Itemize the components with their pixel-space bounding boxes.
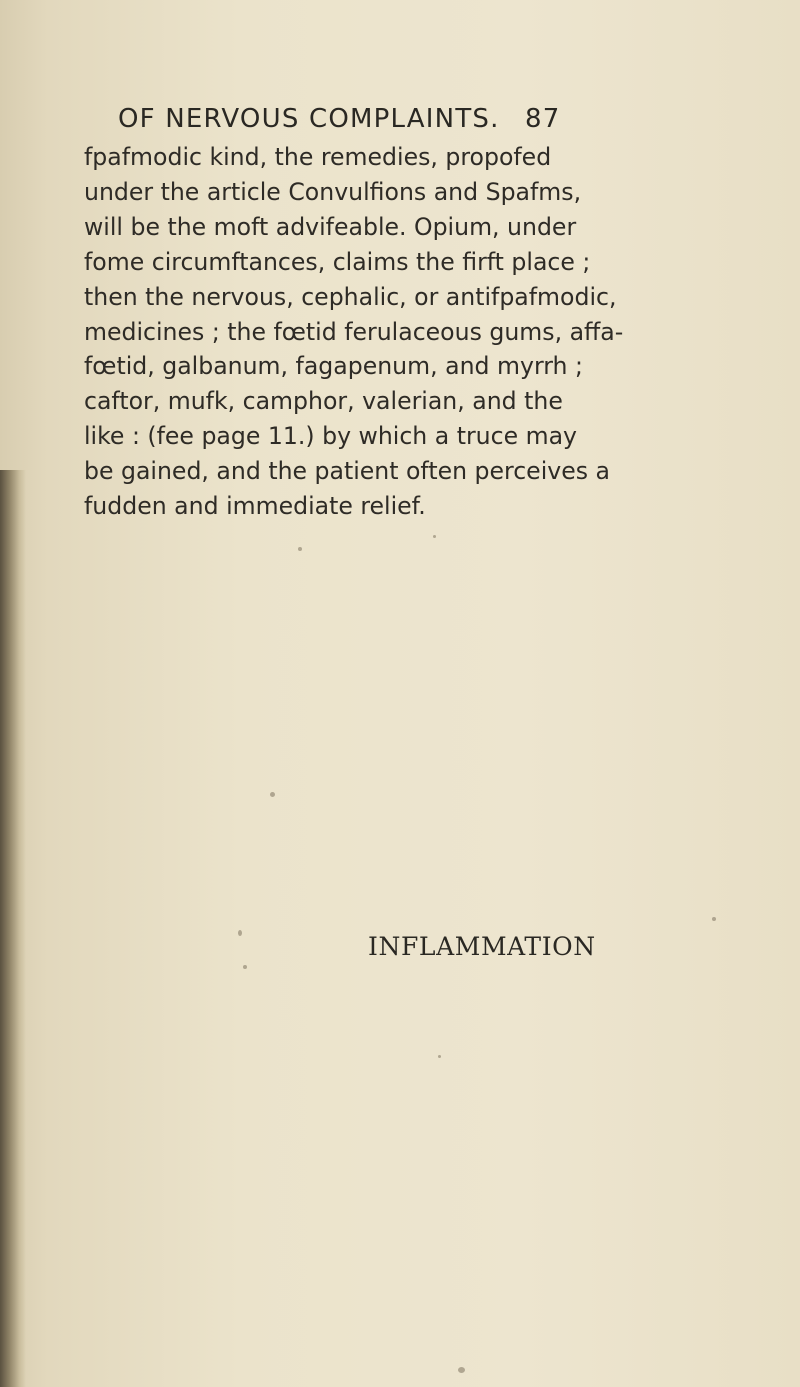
text-line: medicines ; the fœtid ferulaceous gums, affa- — [84, 317, 624, 346]
text-line: fpafmodic kind, the remedies, propofed — [84, 143, 552, 171]
page-gutter-shadow — [0, 470, 26, 1387]
running-header — [118, 104, 758, 134]
text-line: caftor, mufk, camphor, valerian, and the — [84, 387, 563, 416]
page-number: 87 — [525, 104, 561, 134]
text-line: be gained, and the patient often perceives a — [84, 457, 610, 486]
text-line: fome circumftances, claims the firft place ; — [84, 247, 591, 276]
body-paragraph — [84, 140, 774, 524]
paper-speck — [238, 930, 242, 936]
text-line: then the nervous, cephalic, or antifpafmodic, — [84, 282, 617, 311]
text-line: fœtid, galbanum, fagapenum, and myrrh ; — [84, 352, 583, 381]
running-title: OF NERVOUS COMPLAINTS. — [118, 104, 500, 134]
text-line: fudden and immediate relief. — [84, 492, 426, 521]
text-line: under the article Convulfions and Spafms, — [84, 177, 582, 206]
paper-speck — [712, 917, 716, 921]
paper-speck — [243, 965, 247, 969]
paper-speck — [458, 1367, 465, 1373]
paper-speck — [270, 792, 275, 797]
paper-speck — [438, 1055, 441, 1058]
paper-speck — [298, 547, 302, 551]
paper-speck — [433, 535, 436, 538]
catchword: INFLAMMATION — [368, 932, 596, 961]
text-line: will be the moft advifeable. Opium, under — [84, 212, 577, 241]
text-line: like : (fee page 11.) by which a truce may — [84, 422, 578, 451]
